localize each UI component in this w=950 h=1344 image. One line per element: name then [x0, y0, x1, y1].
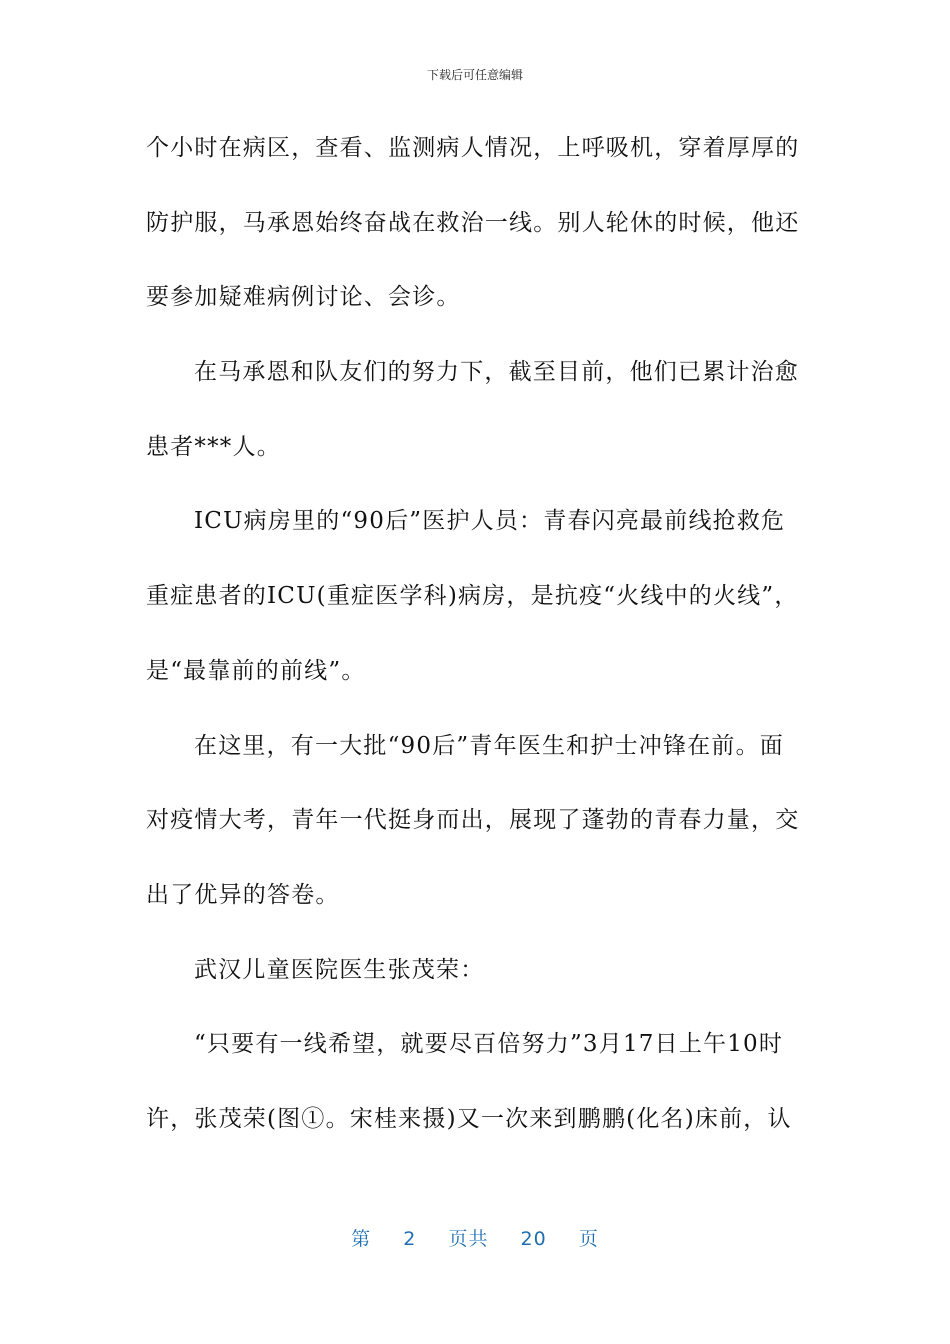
footer-prefix: 第 [351, 1228, 372, 1250]
footer-suffix: 页 [578, 1228, 599, 1250]
text-line: 在马承恩和队友们的努力下，截至目前，他们已累计治愈 [194, 359, 799, 386]
text-line: 在这里，有一大批“90后”青年医生和护士冲锋在前。面 [194, 732, 784, 759]
total-pages-number: 20 [520, 1228, 547, 1250]
text-line: 要参加疑难病例讨论、会诊。 [146, 284, 461, 311]
text-line: ICU病房里的“90后”医护人员：青春闪亮最前线抢救危 [194, 508, 786, 535]
page-footer [0, 1224, 950, 1251]
text-line: 重症患者的ICU(重症医学科)病房，是抗疫“火线中的火线”， [146, 583, 799, 610]
text-line: 武汉儿童医院医生张茂荣： [194, 956, 485, 983]
current-page-number: 2 [403, 1228, 417, 1250]
text-line: 出了优异的答卷。 [146, 881, 340, 908]
text-line: “只要有一线希望，就要尽百倍努力”3月17日上午10时 [194, 1031, 784, 1058]
text-line: 个小时在病区，查看、监测病人情况，上呼吸机，穿着厚厚的 [146, 135, 800, 161]
page-header: 下载后可任意编辑 [426, 68, 523, 82]
text-line: 防护服，马承恩始终奋战在救治一线。别人轮休的时候，他还 [146, 209, 800, 236]
document-body [146, 111, 806, 1157]
text-line: 是“最靠前的前线”。 [146, 657, 366, 684]
footer-middle: 页共 [448, 1228, 489, 1250]
text-line: 患者***人。 [146, 433, 281, 460]
text-line: 对疫情大考，青年一代挺身而出，展现了蓬勃的青春力量，交 [146, 807, 800, 834]
text-line: 许，张茂荣(图①。宋桂来摄)又一次来到鹏鹏(化名)床前，认 [146, 1105, 792, 1132]
